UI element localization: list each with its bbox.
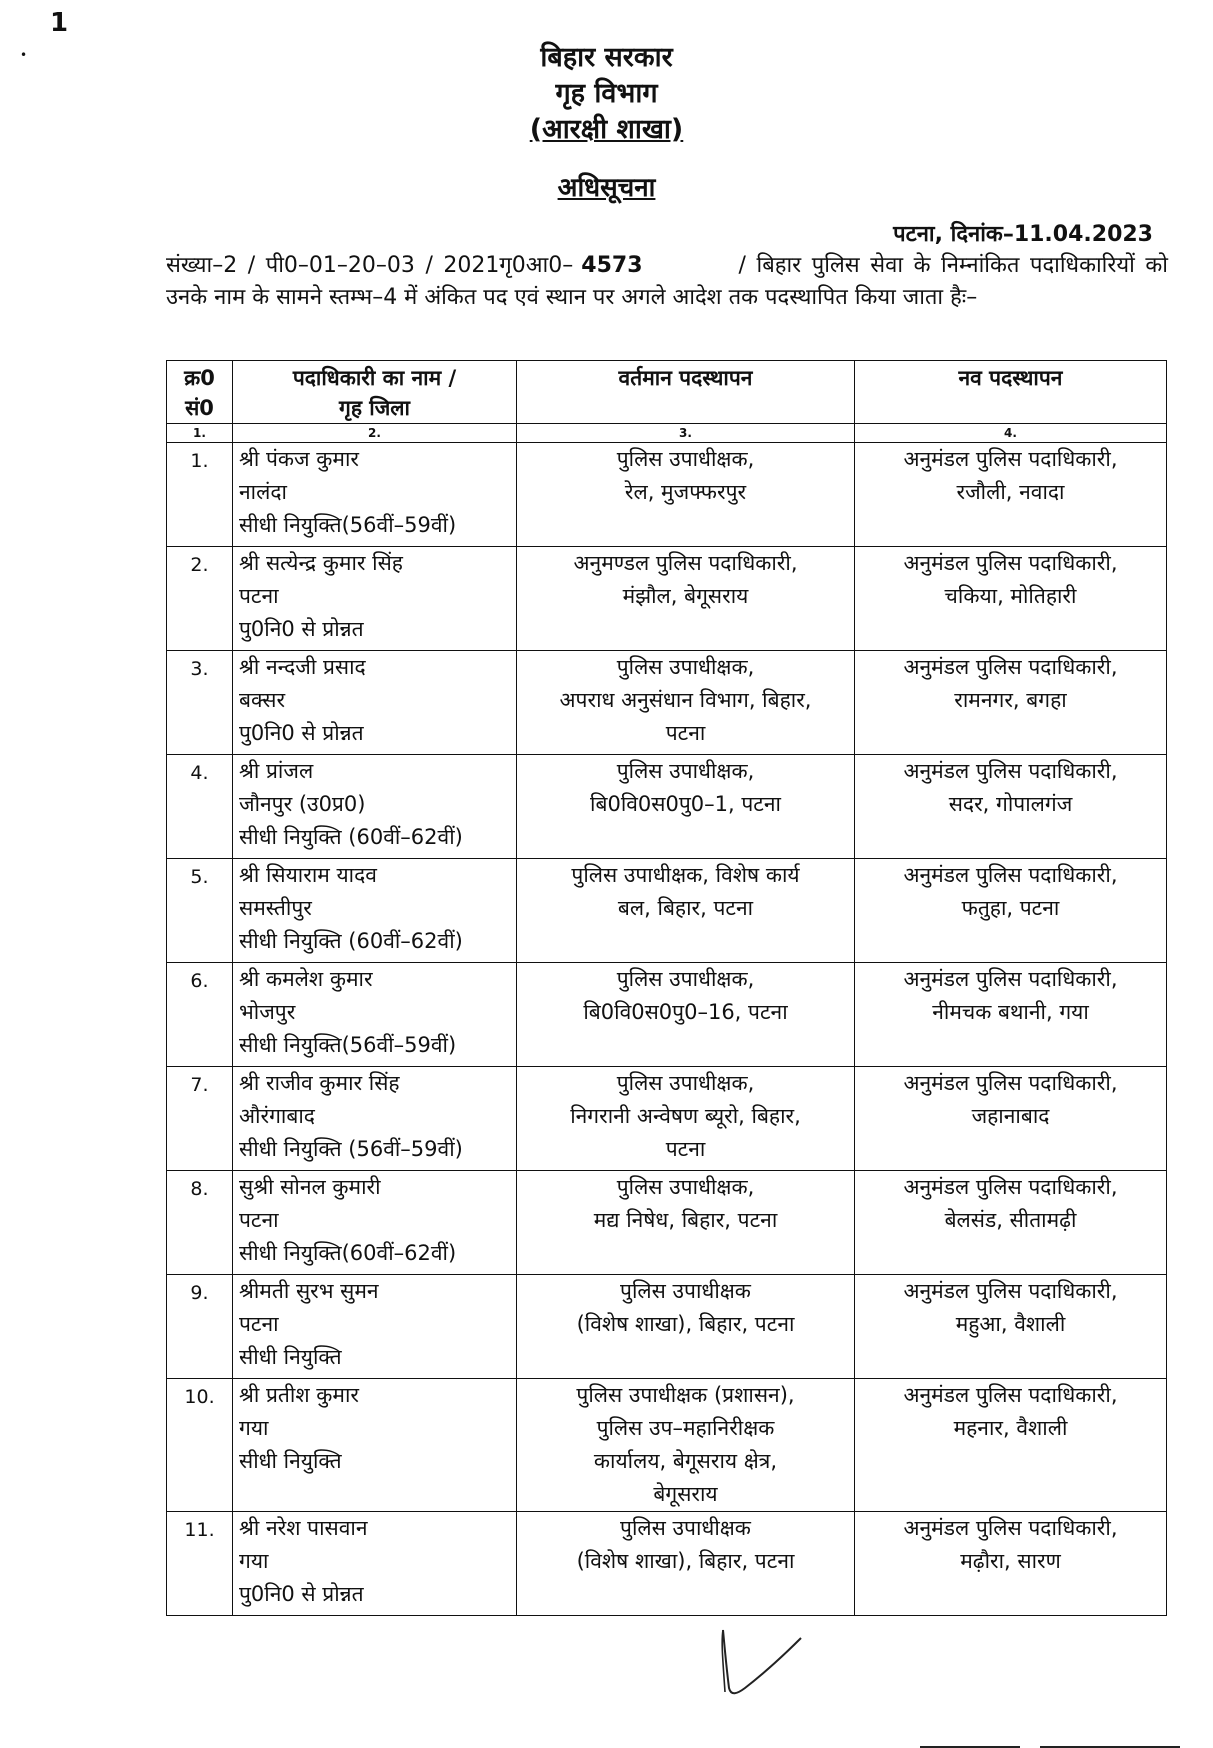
officer-details bbox=[233, 1067, 517, 1171]
officer-details-line: श्री नरेश पासवान bbox=[239, 1516, 368, 1540]
current-posting bbox=[517, 547, 855, 651]
new-posting bbox=[855, 443, 1167, 547]
officer-details-line: जौनपुर (उ0प्र0) bbox=[239, 792, 366, 816]
new-posting bbox=[855, 859, 1167, 963]
current-posting-line: बि0वि0स0पु0–1, पटना bbox=[590, 792, 781, 816]
current-posting bbox=[517, 859, 855, 963]
table-row bbox=[167, 1275, 1167, 1379]
column-number: 3. bbox=[517, 424, 855, 443]
officer-details bbox=[233, 1379, 517, 1512]
serial-number: 1. bbox=[167, 443, 233, 547]
current-posting-line: अनुमण्डल पुलिस पदाधिकारी, bbox=[573, 551, 798, 575]
officer-details-line: सीधी नियुक्ति(56वीं–59वीं) bbox=[239, 1033, 457, 1057]
current-posting-line: पुलिस उपाधीक्षक, bbox=[616, 1071, 755, 1095]
new-posting-line: अनुमंडल पुलिस पदाधिकारी, bbox=[903, 967, 1118, 991]
table-row bbox=[167, 1379, 1167, 1512]
new-posting-line: रजौली, नवादा bbox=[956, 480, 1065, 504]
current-posting-line: पुलिस उपाधीक्षक, bbox=[616, 967, 755, 991]
current-posting-line: पुलिस उपाधीक्षक bbox=[620, 1279, 751, 1303]
serial-number: 2. bbox=[167, 547, 233, 651]
officer-details-line: श्री राजीव कुमार सिंह bbox=[239, 1071, 400, 1095]
officer-details bbox=[233, 1275, 517, 1379]
current-posting-line: पुलिस उप–महानिरीक्षक bbox=[596, 1416, 775, 1440]
officer-details-line: पु0नि0 से प्रोन्नत bbox=[239, 617, 364, 641]
officer-details bbox=[233, 547, 517, 651]
header-officer-name: पदाधिकारी का नाम / गृह जिला bbox=[233, 361, 517, 424]
new-posting bbox=[855, 1067, 1167, 1171]
new-posting-line: अनुमंडल पुलिस पदाधिकारी, bbox=[903, 1383, 1118, 1407]
officer-details-line: सुश्री सोनल कुमारी bbox=[239, 1175, 381, 1199]
officer-details-line: पटना bbox=[239, 1208, 279, 1232]
officer-details-line: श्री प्रांजल bbox=[239, 759, 314, 783]
new-posting bbox=[855, 755, 1167, 859]
serial-number: 10. bbox=[167, 1379, 233, 1512]
officer-details-line: पु0नि0 से प्रोन्नत bbox=[239, 1582, 364, 1606]
new-posting bbox=[855, 1171, 1167, 1275]
signature bbox=[715, 1622, 805, 1702]
new-posting-line: अनुमंडल पुलिस पदाधिकारी, bbox=[903, 655, 1118, 679]
new-posting-line: अनुमंडल पुलिस पदाधिकारी, bbox=[903, 1516, 1118, 1540]
current-posting-line: पुलिस उपाधीक्षक, bbox=[616, 759, 755, 783]
new-posting-line: फतुहा, पटना bbox=[961, 896, 1060, 920]
officer-details-line: श्री पंकज कुमार bbox=[239, 447, 360, 471]
new-posting bbox=[855, 963, 1167, 1067]
officer-details bbox=[233, 651, 517, 755]
new-posting-line: चकिया, मोतिहारी bbox=[944, 584, 1077, 608]
header-new-posting: नव पदस्थापन bbox=[855, 361, 1167, 424]
current-posting-line: मंझौल, बेगूसराय bbox=[622, 584, 749, 608]
document-header bbox=[0, 40, 1213, 148]
serial-number: 3. bbox=[167, 651, 233, 755]
column-number: 1. bbox=[167, 424, 233, 443]
current-posting bbox=[517, 1067, 855, 1171]
officer-details-line: पटना bbox=[239, 1312, 279, 1336]
officer-details-line: औरंगाबाद bbox=[239, 1104, 315, 1128]
officer-details-line: सीधी नियुक्ति bbox=[239, 1345, 342, 1369]
new-posting bbox=[855, 1275, 1167, 1379]
header-serial-number: क्र0 सं0 bbox=[167, 361, 233, 424]
serial-number: 11. bbox=[167, 1512, 233, 1616]
current-posting-line: पुलिस उपाधीक्षक (प्रशासन), bbox=[576, 1383, 795, 1407]
table-row bbox=[167, 443, 1167, 547]
new-posting-line: अनुमंडल पुलिस पदाधिकारी, bbox=[903, 1279, 1118, 1303]
officer-details-line: श्रीमती सुरभ सुमन bbox=[239, 1279, 379, 1303]
officer-details-line: सीधी नियुक्ति (60वीं–62वीं) bbox=[239, 825, 463, 849]
header-current-posting: वर्तमान पदस्थापन bbox=[517, 361, 855, 424]
new-posting-line: जहानाबाद bbox=[971, 1104, 1050, 1128]
notification-title: अधिसूचना bbox=[557, 173, 656, 203]
officer-details-line: गया bbox=[239, 1549, 269, 1573]
current-posting bbox=[517, 1171, 855, 1275]
reference-number: 4573 bbox=[581, 253, 643, 278]
column-number-row bbox=[167, 424, 1167, 443]
page-dot: • bbox=[20, 48, 28, 62]
current-posting-line: बि0वि0स0पु0–16, पटना bbox=[583, 1000, 788, 1024]
officer-details bbox=[233, 443, 517, 547]
new-posting-line: अनुमंडल पुलिस पदाधिकारी, bbox=[903, 447, 1118, 471]
table-row bbox=[167, 963, 1167, 1067]
new-posting-line: महुआ, वैशाली bbox=[955, 1312, 1066, 1336]
current-posting-line: कार्यालय, बेगूसराय क्षेत्र, bbox=[593, 1449, 778, 1473]
current-posting bbox=[517, 1275, 855, 1379]
table-row bbox=[167, 651, 1167, 755]
current-posting-line: बल, बिहार, पटना bbox=[617, 896, 754, 920]
current-posting-line: (विशेष शाखा), बिहार, पटना bbox=[576, 1549, 795, 1573]
officer-details-line: समस्तीपुर bbox=[239, 896, 312, 920]
officer-details-line: सीधी नियुक्ति(60वीं–62वीं) bbox=[239, 1241, 457, 1265]
officer-details bbox=[233, 963, 517, 1067]
place-date: पटना, दिनांक–11.04.2023 bbox=[893, 222, 1153, 247]
new-posting-line: अनुमंडल पुलिस पदाधिकारी, bbox=[903, 1071, 1118, 1095]
current-posting-line: पटना bbox=[665, 721, 706, 745]
serial-number: 8. bbox=[167, 1171, 233, 1275]
officer-details-line: सीधी नियुक्ति(56वीं–59वीं) bbox=[239, 513, 457, 537]
officer-details-line: श्री सत्येन्द्र कुमार सिंह bbox=[239, 551, 403, 575]
officer-details-line: पटना bbox=[239, 584, 279, 608]
table-row bbox=[167, 1067, 1167, 1171]
officer-details bbox=[233, 1512, 517, 1616]
serial-number: 7. bbox=[167, 1067, 233, 1171]
officer-details bbox=[233, 755, 517, 859]
officer-details-line: सीधी नियुक्ति (60वीं–62वीं) bbox=[239, 929, 463, 953]
current-posting-line: (विशेष शाखा), बिहार, पटना bbox=[576, 1312, 795, 1336]
new-posting-line: महनार, वैशाली bbox=[953, 1416, 1068, 1440]
officer-details-line: श्री प्रतीश कुमार bbox=[239, 1383, 360, 1407]
new-posting-line: मढ़ौरा, सारण bbox=[960, 1549, 1061, 1573]
new-posting-line: नीमचक बथानी, गया bbox=[932, 1000, 1089, 1024]
officer-details-line: श्री सियाराम यादव bbox=[239, 863, 377, 887]
new-posting-line: अनुमंडल पुलिस पदाधिकारी, bbox=[903, 759, 1118, 783]
current-posting-line: पटना bbox=[665, 1137, 706, 1161]
branch-name: (आरक्षी शाखा) bbox=[529, 114, 684, 145]
current-posting-line: रेल, मुजफ्फरपुर bbox=[624, 480, 747, 504]
current-posting-line: पुलिस उपाधीक्षक, bbox=[616, 1175, 755, 1199]
officer-details bbox=[233, 859, 517, 963]
new-posting-line: सदर, गोपालगंज bbox=[948, 792, 1073, 816]
table-row bbox=[167, 1171, 1167, 1275]
new-posting-line: बेलसंड, सीतामढ़ी bbox=[944, 1208, 1077, 1232]
officer-details-line: पु0नि0 से प्रोन्नत bbox=[239, 721, 364, 745]
serial-number: 5. bbox=[167, 859, 233, 963]
table-row bbox=[167, 547, 1167, 651]
serial-number: 9. bbox=[167, 1275, 233, 1379]
officer-details-line: बक्सर bbox=[239, 688, 286, 712]
officer-details-line: सीधी नियुक्ति bbox=[239, 1449, 342, 1473]
intro-text: / बिहार पुलिस सेवा के निम्नांकित पदाधिकारियों को उनके नाम के सामने स्तम्भ–4 में अंकित पद एवं स्थान पर अगले आदेश तक पदस्थापित किया जाता हैः– bbox=[166, 253, 1168, 310]
table-header-row bbox=[167, 361, 1167, 424]
page-mark: 1 bbox=[50, 8, 69, 38]
new-posting bbox=[855, 651, 1167, 755]
current-posting bbox=[517, 755, 855, 859]
new-posting bbox=[855, 1512, 1167, 1616]
officer-details-line: नालंदा bbox=[239, 480, 287, 504]
column-number: 4. bbox=[855, 424, 1167, 443]
new-posting-line: अनुमंडल पुलिस पदाधिकारी, bbox=[903, 1175, 1118, 1199]
column-number: 2. bbox=[233, 424, 517, 443]
officer-details-line: गया bbox=[239, 1416, 269, 1440]
current-posting bbox=[517, 963, 855, 1067]
intro-paragraph bbox=[166, 250, 1168, 314]
department-name: गृह विभाग bbox=[555, 78, 658, 109]
new-posting-line: अनुमंडल पुलिस पदाधिकारी, bbox=[903, 551, 1118, 575]
transfer-table bbox=[166, 360, 1167, 1616]
current-posting-line: पुलिस उपाधीक्षक, bbox=[616, 447, 755, 471]
government-name: बिहार सरकार bbox=[540, 42, 673, 73]
table-row bbox=[167, 859, 1167, 963]
officer-details-line: सीधी नियुक्ति (56वीं–59वीं) bbox=[239, 1137, 463, 1161]
reference-prefix: संख्या–2 / पी0–01–20–03 / 2021गृ0आ0– bbox=[166, 253, 574, 278]
new-posting-line: रामनगर, बगहा bbox=[954, 688, 1067, 712]
current-posting-line: पुलिस उपाधीक्षक, विशेष कार्य bbox=[571, 863, 800, 887]
serial-number: 4. bbox=[167, 755, 233, 859]
current-posting-line: अपराध अनुसंधान विभाग, बिहार, bbox=[559, 688, 812, 712]
table-row bbox=[167, 755, 1167, 859]
current-posting-line: निगरानी अन्वेषण ब्यूरो, बिहार, bbox=[570, 1104, 801, 1128]
officer-details-line: भोजपुर bbox=[239, 1000, 296, 1024]
officer-details-line: श्री नन्दजी प्रसाद bbox=[239, 655, 366, 679]
current-posting bbox=[517, 1512, 855, 1616]
current-posting bbox=[517, 651, 855, 755]
current-posting-line: बेगूसराय bbox=[653, 1482, 718, 1506]
current-posting bbox=[517, 1379, 855, 1512]
new-posting-line: अनुमंडल पुलिस पदाधिकारी, bbox=[903, 863, 1118, 887]
current-posting-line: पुलिस उपाधीक्षक, bbox=[616, 655, 755, 679]
table-row bbox=[167, 1512, 1167, 1616]
current-posting-line: मद्य निषेध, बिहार, पटना bbox=[593, 1208, 778, 1232]
officer-details bbox=[233, 1171, 517, 1275]
current-posting-line: पुलिस उपाधीक्षक bbox=[620, 1516, 751, 1540]
table-body bbox=[167, 443, 1167, 1616]
new-posting bbox=[855, 1379, 1167, 1512]
officer-details-line: श्री कमलेश कुमार bbox=[239, 967, 373, 991]
serial-number: 6. bbox=[167, 963, 233, 1067]
current-posting bbox=[517, 443, 855, 547]
new-posting bbox=[855, 547, 1167, 651]
